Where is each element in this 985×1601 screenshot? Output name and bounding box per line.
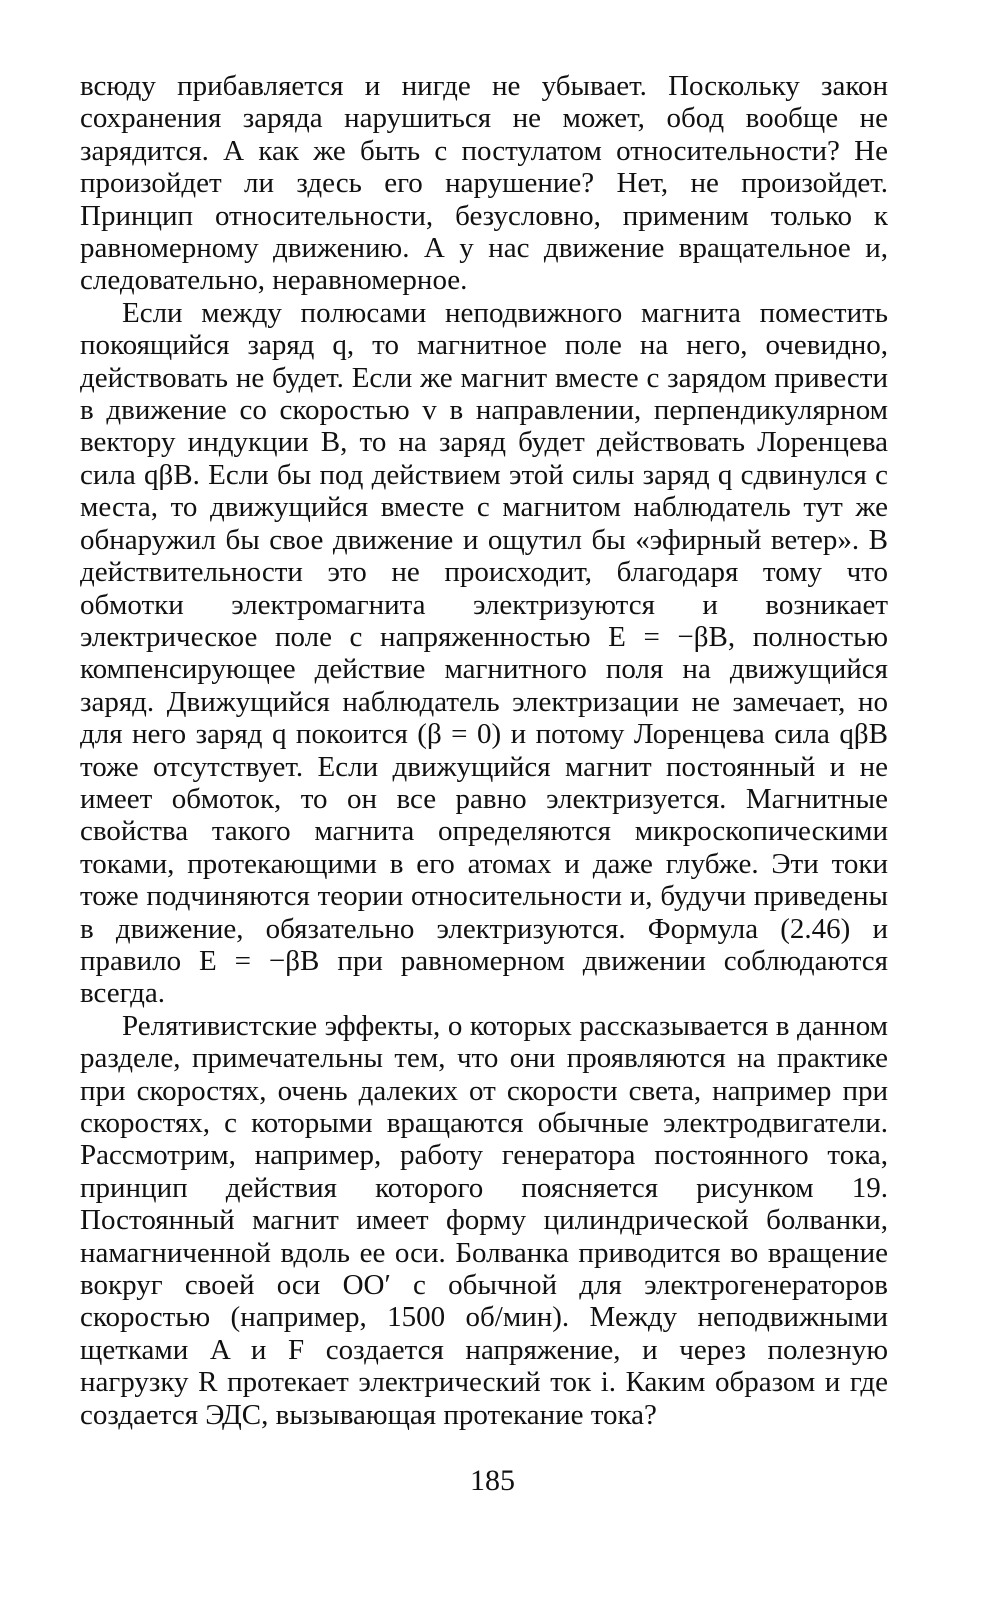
- page-body: [80, 70, 888, 1431]
- paragraph-relativistic-effects: Релятивистские эффекты, о которых рассказывается в данном разделе, примечательны тем, что они проявляются на практике при скоростях, очень далеких от скорости света, например при скоростях, с которыми вращаются обычные электродвигатели. Рассмотрим, например, работу генератора постоянного тока, принцип действия которого поясняется рисунком 19. Постоянный магнит имеет форму цилиндрической болванки, намагниченной вдоль ее оси. Болванка приводится во вращение вокруг своей оси OO′ с обычной для электрогенераторов скоростью (например, 1500 об/мин). Между неподвижными щетками A и F создается напряжение, и через полезную нагрузку R протекает электрический ток i. Каким образом и где создается ЭДС, вызывающая протекание тока?: [80, 1009, 888, 1431]
- page-number: 185: [470, 1464, 515, 1497]
- paragraph-continuation: всюду прибавляется и нигде не убывает. Поскольку закон сохранения заряда нарушиться не может, обод вообще не зарядится. А как же быть с постулатом относительности? Не произойдет ли здесь его нарушение? Нет, не произойдет. Принцип относительности, безусловно, применим только к равномерному движению. А у нас движение вращательное и, следовательно, неравномерное.: [80, 70, 888, 297]
- paragraph-lorentz-force: Если между полюсами неподвижного магнита поместить покоящийся заряд q, то магнитное поле на него, очевидно, действовать не будет. Если же магнит вместе с зарядом привести в движение со скоростью v в направлении, перпендикулярном вектору индукции B, то на заряд будет действовать Лоренцева сила qβB. Если бы под действием этой силы заряд q сдвинулся с места, то движущийся вместе с магнитом наблюдатель тут же обнаружил бы свое движение и ощутил бы «эфирный ветер». В действительности это не происходит, благодаря тому что обмотки электромагнита электризуются и возникает электрическое поле с напряженностью E = −βB, полностью компенсирующее действие магнитного поля на движущийся заряд. Движущийся наблюдатель электризации не замечает, но для него заряд q покоится (β = 0) и потому Лоренцева сила qβB тоже отсутствует. Если движущийся магнит постоянный и не имеет обмоток, то он все равно электризуется. Магнитные свойства такого магнита определяются микроскопическими токами, протекающими в его атомах и даже глубже. Эти токи тоже подчиняются теории относительности и, будучи приведены в движение, обязательно электризуются. Формула (2.46) и правило E = −βB при равномерном движении соблюдаются всегда.: [80, 296, 888, 1010]
